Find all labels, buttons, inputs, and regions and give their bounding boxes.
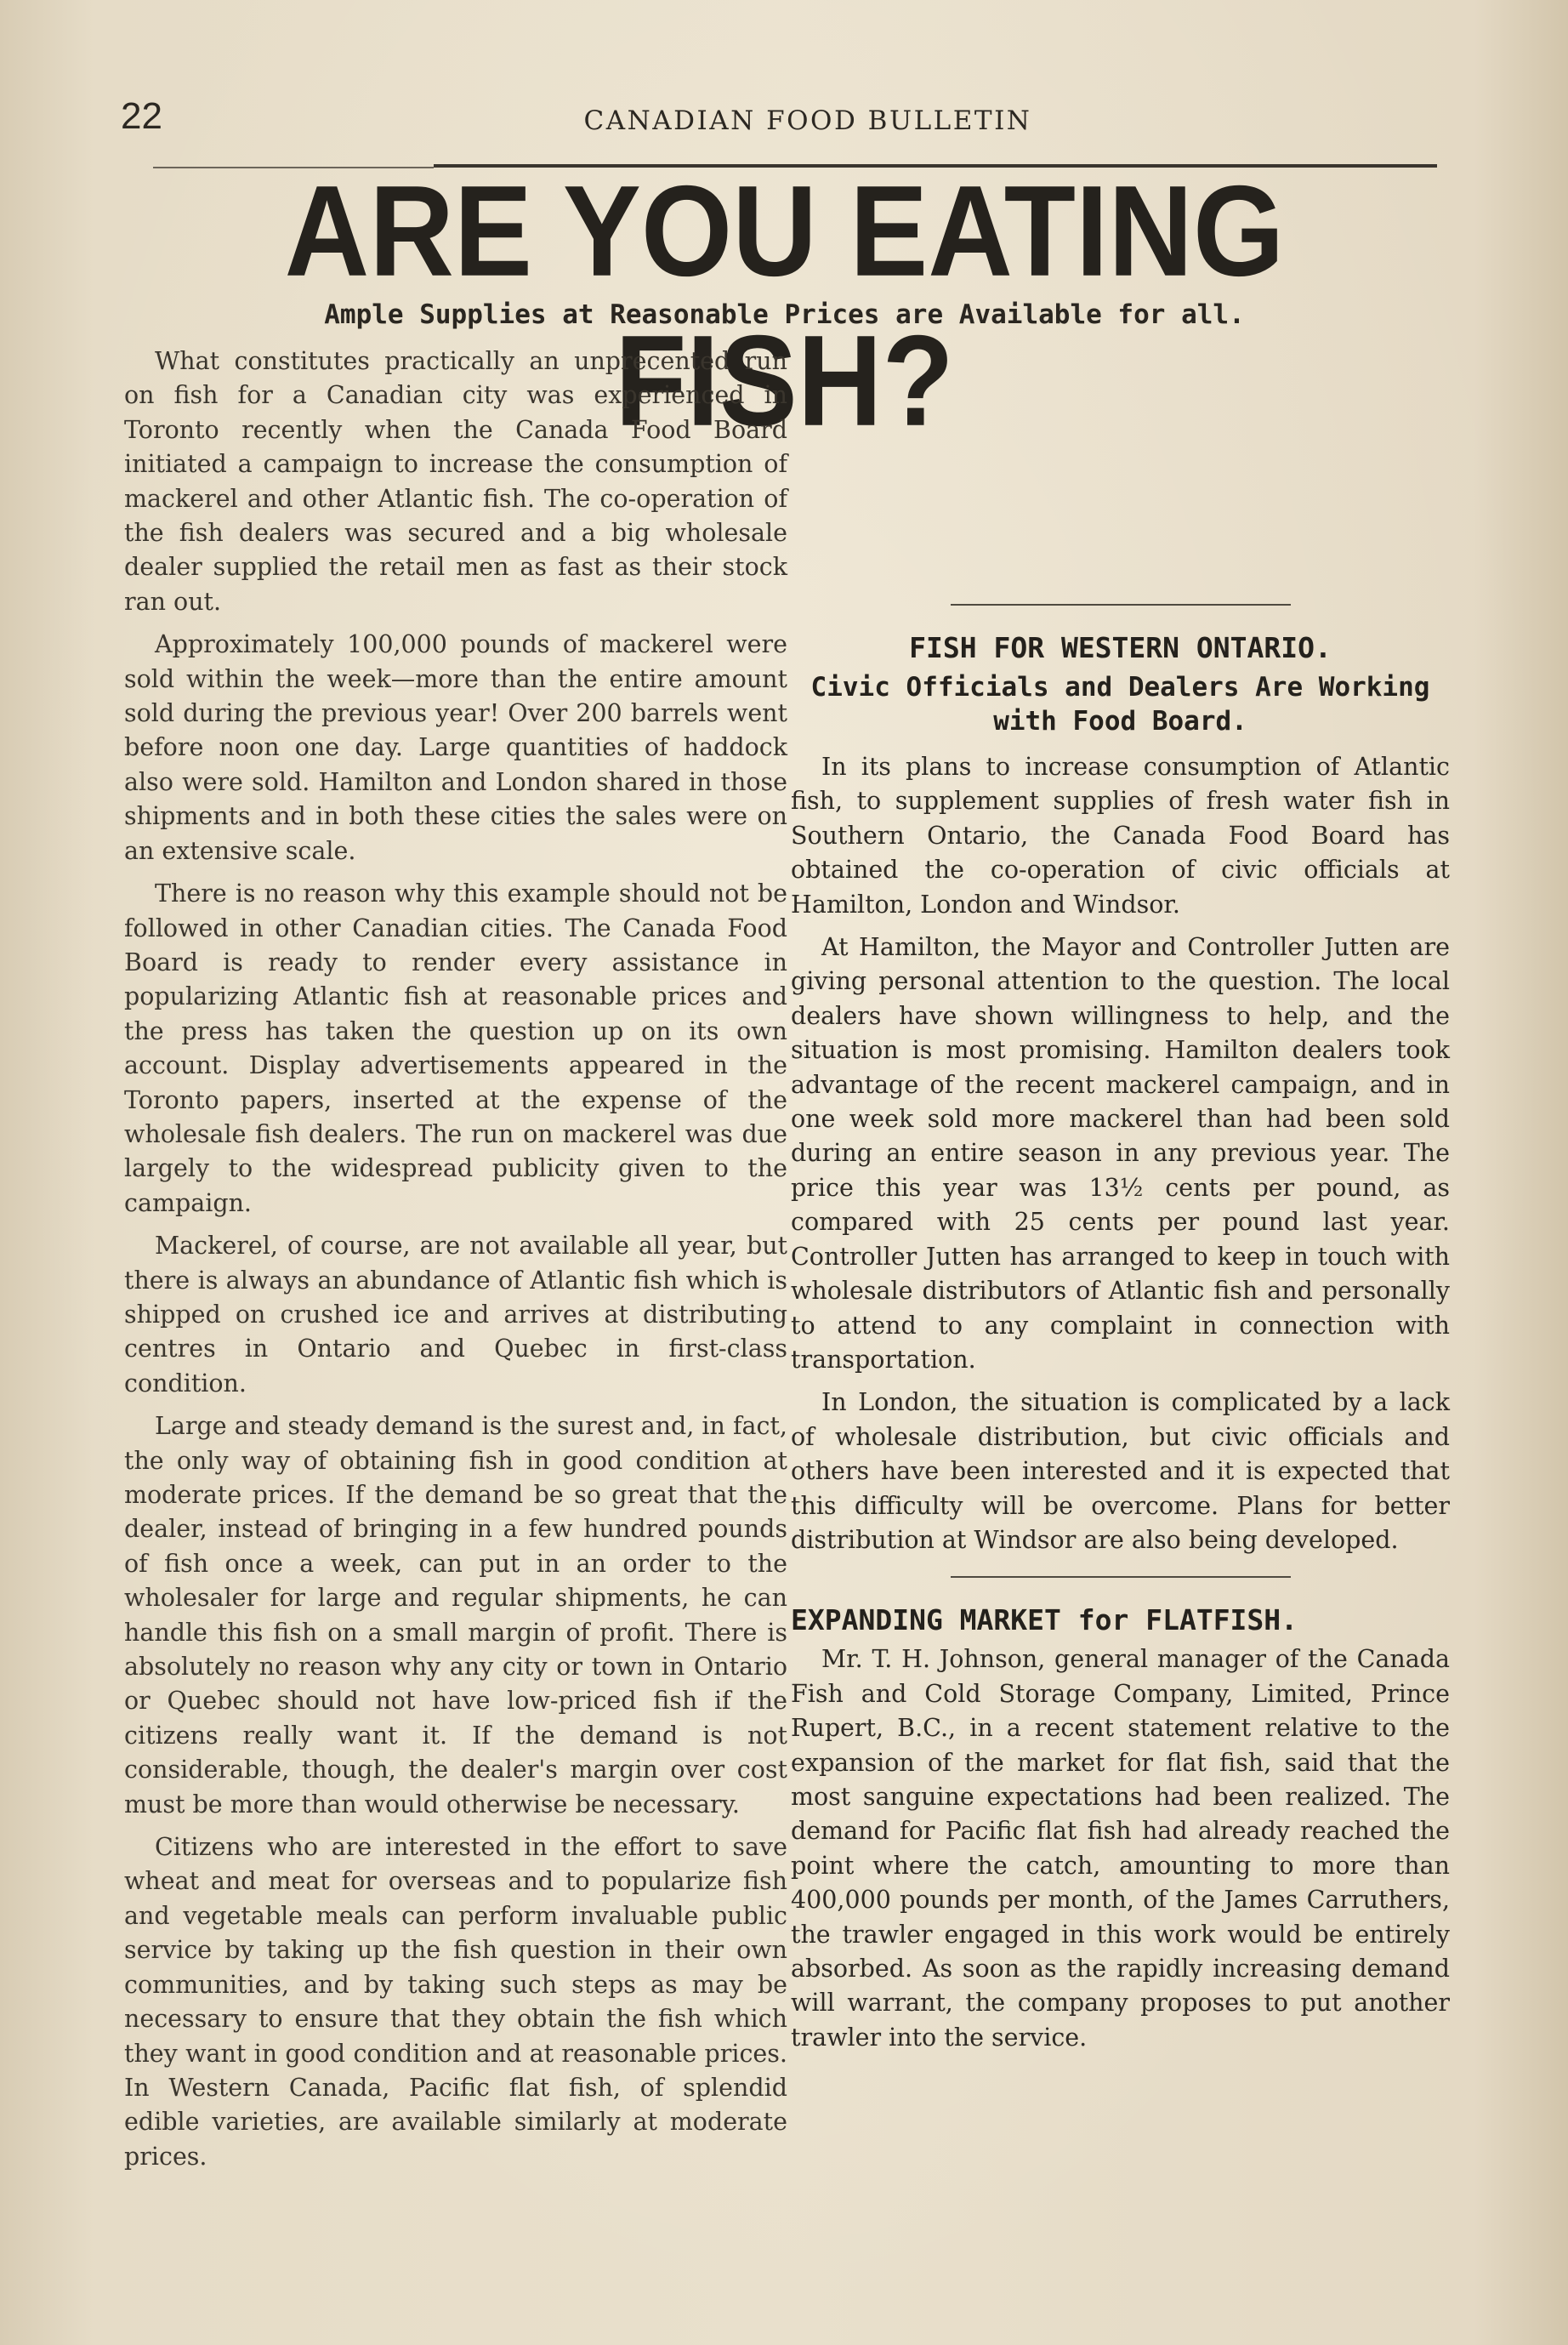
western-ontario-title: FISH FOR WESTERN ONTARIO. (909, 631, 1332, 664)
left-column (124, 344, 787, 2183)
western-ontario-paragraph: In its plans to increase consumption of Atlantic fish, to supplement supplies of fresh water fish in Southern Ontario, the Canada Food Board has obtained the co-operation of civic officials at Hamilton, London and Windsor. (791, 753, 1450, 919)
article-paragraph: Large and steady demand is the surest and, in fact, the only way of obtaining fish in good condition at moderate prices. If the demand be so great that the dealer, instead of bringing in a few hundred pounds of fish once a week, can put in an order to the wholesaler for large and regular shipments, he can handle this fish on a small margin of profit. There is absolutely no reason why any city or town in Ontario or Quebec should not have low-priced fish if the citizens really want it. If the demand is not considerable, though, the dealer's margin over cost must be more than would otherwise be necessary. (124, 1412, 787, 1819)
section-divider (951, 604, 1291, 606)
article-headline: ARE YOU EATING FISH? (284, 159, 1285, 453)
article-paragraph: There is no reason why this example should not be followed in other Canadian cities. The Canada Food Board is ready to render every assistance in popularizing Atlantic fish at reasonable prices and the press has taken the question up on its own account. Display advertisements appeared in the Toronto papers, inserted at the expense of the wholesale fish dealers. The run on mackerel was due largely to the widespread publicity given to the campaign. (124, 879, 787, 1217)
page-number: 22 (121, 95, 162, 137)
section-divider (951, 1576, 1291, 1578)
flatfish-paragraph: Mr. T. H. Johnson, general manager of the Canada Fish and Cold Storage Company, Limited, Prince Rupert, B.C., in a recent statement relative to the expansion of the market for flat fish, said that the most sanguine expectations had been realized. The demand for Pacific flat fish had already reached the point where the catch, amounting to more than 400,000 pounds per month, of the James Carruthers, the trawler engaged in this work would be entirely absorbed. As soon as the rapidly increasing demand will warrant, the company proposes to put another trawler into the service. (791, 1645, 1450, 2052)
article-paragraph: Citizens who are interested in the effort to save wheat and meat for overseas and to popularize fish and vegetable meals can perform invaluable public service by taking up the fish question in their own communities, and by taking such steps as may be necessary to ensure that they obtain the fish which they want in good condition and at reasonable prices. In Western Canada, Pacific flat fish, of splendid edible varieties, are available similarly at moderate prices. (124, 1833, 787, 2171)
running-head: CANADIAN FOOD BULLETIN (583, 105, 1032, 136)
article-subheadline: Ample Supplies at Reasonable Prices are Available for all. (324, 299, 1245, 330)
right-column (791, 349, 1450, 2063)
article-paragraph: Approximately 100,000 pounds of mackerel were sold within the week—more than the entire amount sold during the previous year! Over 200 barrels went before noon one day. Large quantities of haddock also were sold. Hamilton and London shared in those shipments and in both these cities the sales were on an extensive scale. (124, 630, 787, 865)
western-ontario-paragraph: At Hamilton, the Mayor and Controller Jutten are giving personal attention to the question. The local dealers have shown willingness to help, and the situation is most promising. Hamilton dealers took advantage of the recent mackerel campaign, and in one week sold more mackerel than had been sold during an entire season in any previous year. The price this year was 13½ cents per pound, as compared with 25 cents per pound last year. Controller Jutten has arranged to keep in touch with wholesale distributors of Atlantic fish and personally to attend to any complaint in connection with transportation. (791, 933, 1450, 1374)
western-ontario-paragraph: In London, the situation is complicated by a lack of wholesale distribution, but civic officials and others have been interested and it is expected that this difficulty will be overcome. Plans for better distribution at Windsor are also being developed. (791, 1388, 1450, 1554)
article-paragraph: What constitutes practically an unprecented run on fish for a Canadian city was experienced in Toronto recently when the Canada Food Board initiated a campaign to increase the consumption of mackerel and other Atlantic fish. The co-operation of the fish dealers was secured and a big wholesale dealer supplied the retail men as fast as their stock ran out. (124, 347, 787, 616)
flatfish-title: EXPANDING MARKET for FLATFISH. (791, 1603, 1298, 1637)
western-ontario-subtitle: Civic Officials and Dealers Are Working with Food Board. (810, 672, 1430, 737)
article-paragraph: Mackerel, of course, are not available all year, but there is always an abundance of Atlantic fish which is shipped on crushed ice and arrives at distributing centres in Ontario and Quebec in first-class condition. (124, 1232, 787, 1397)
